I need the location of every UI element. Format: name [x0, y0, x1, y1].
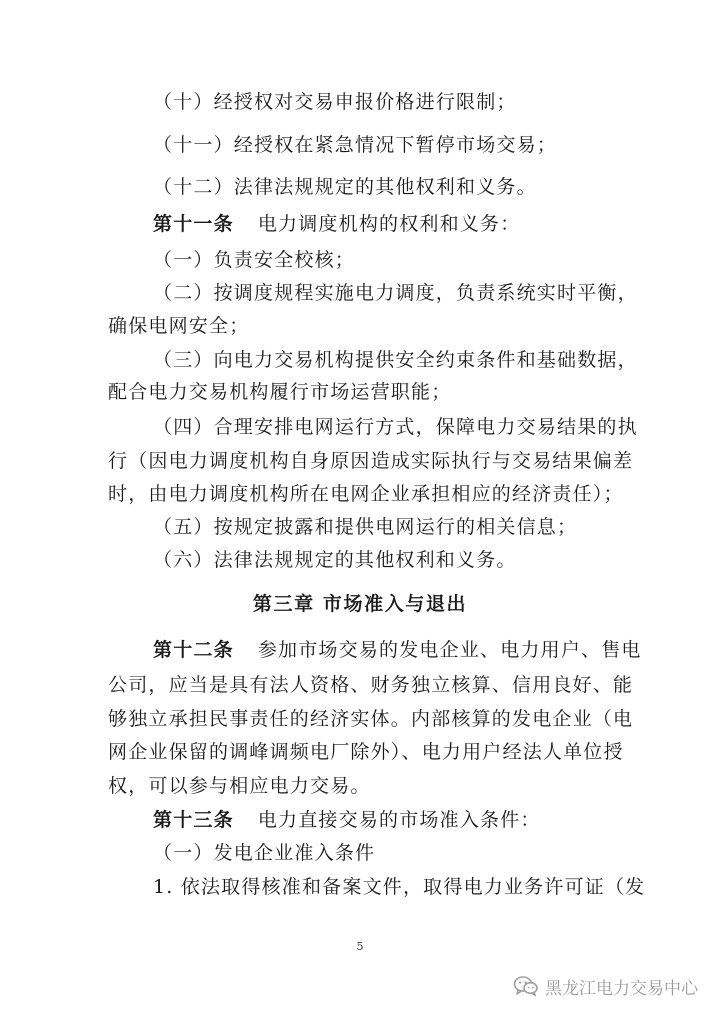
article-number: 第十二条: [153, 639, 234, 661]
clause-line: （一）发电企业准入条件: [153, 842, 376, 864]
clause-line: 确保电网安全；: [108, 315, 250, 337]
clause-line: （三）向电力交易机构提供安全约束条件和基础数据，: [153, 349, 638, 371]
clause-line: 1. 依法取得核准和备案文件，取得电力业务许可证（发: [153, 876, 646, 898]
clause-line: （四）合理安排电网运行方式，保障电力交易结果的执: [153, 416, 638, 438]
clause-line: （十二）法律法规规定的其他权利和义务。: [153, 176, 537, 198]
clause-line: 网企业保留的调峰调频电厂除外）、电力用户经法人单位授: [108, 741, 624, 763]
page-number: 5: [356, 940, 364, 953]
clause-line: 权，可以参与相应电力交易。: [108, 775, 371, 797]
article-heading-line: 第十二条 参加市场交易的发电企业、电力用户、售电: [153, 639, 642, 661]
article-number: 第十一条: [153, 213, 234, 235]
clause-line: （十）经授权对交易申报价格进行限制；: [153, 91, 517, 113]
clause-line: （六）法律法规规定的其他权利和义务。: [153, 549, 517, 571]
article-heading-line: 第十一条 电力调度机构的权利和义务：: [153, 213, 521, 235]
article-heading-line: 第十三条 电力直接交易的市场准入条件：: [153, 809, 541, 831]
clause-line: （二）按调度规程实施电力调度，负责系统实时平衡，: [153, 282, 638, 304]
wechat-icon: [513, 975, 539, 997]
chapter-title: 第三章 市场准入与退出: [252, 593, 468, 615]
clause-line: 够独立承担民事责任的经济实体。内部核算的发电企业（电: [108, 708, 634, 730]
clause-line: 行（因电力调度机构自身原因造成实际执行与交易结果偏差: [108, 450, 634, 472]
clause-line: 公司，应当是具有法人资格、财务独立核算、信用良好、能: [108, 674, 634, 696]
clause-line: （五）按规定披露和提供电网运行的相关信息；: [153, 516, 578, 538]
article-number: 第十三条: [153, 809, 234, 831]
clause-line: 配合电力交易机构履行市场运营职能；: [108, 381, 452, 403]
clause-line: 时，由电力调度机构所在电网企业承担相应的经济责任）；: [108, 483, 624, 505]
clause-line: （一）负责安全校核；: [153, 249, 356, 271]
watermark-text: 黑龙江电力交易中心: [545, 978, 698, 999]
watermark: [513, 974, 698, 998]
clause-line: （十一）经授权在紧急情况下暂停市场交易；: [153, 134, 558, 156]
